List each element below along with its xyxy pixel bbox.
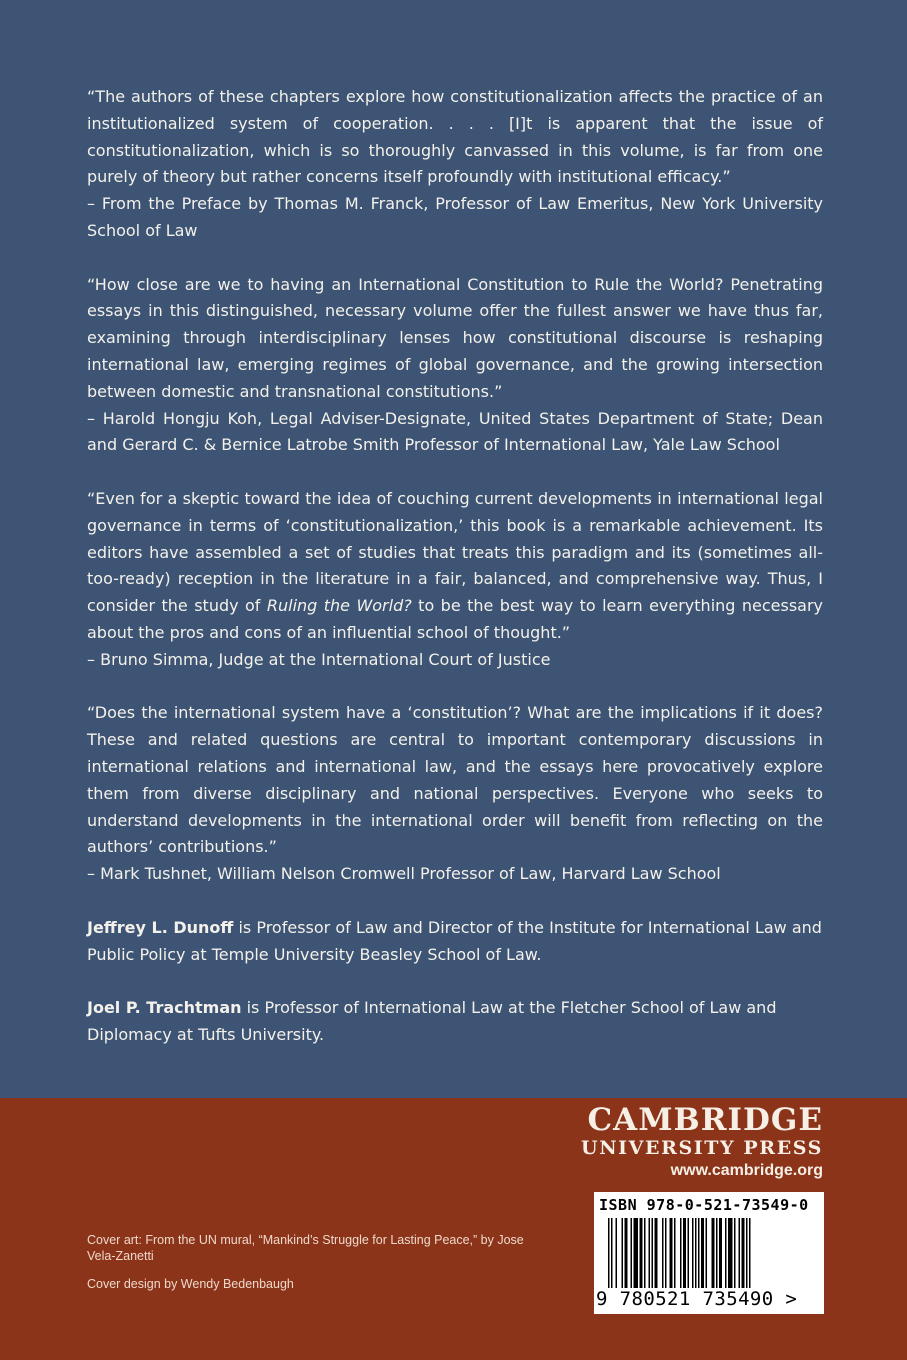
- isbn-number: ISBN 978-0-521-73549-0: [599, 1196, 809, 1214]
- barcode-digits: 9 780521 735490 >: [596, 1288, 798, 1310]
- endorsement-1: [87, 84, 823, 245]
- blurb-content: [87, 84, 823, 1076]
- publisher-url: www.cambridge.org: [670, 1162, 823, 1179]
- endorsement-1-text: “The authors of these chapters explore how constitutionalization affects the practice of an institutionalized system of cooperation. . . . [I]t is apparent that the issue of constitutionalization, which is so thoroughly canvassed in this volume, is far from one purely of theory but rather concerns itself profoundly with institutional efficacy.”: [87, 87, 823, 187]
- endorsement-2-text: “How close are we to having an International Constitution to Rule the World? Penetrating essays in this distinguished, necessary volume offer the fullest answer we have thus far, examining through interdisciplinary lenses how constitutional discourse is reshaping international law, emerging regimes of global governance, and the growing intersection between domestic and transnational constitutions.”: [87, 274, 823, 401]
- endorsement-1-attribution: – From the Preface by Thomas M. Franck, Professor of Law Emeritus, New York University School of Law: [87, 194, 823, 240]
- publisher-logo: [581, 1103, 823, 1183]
- endorsement-2: [87, 272, 823, 460]
- endorsement-4: [87, 700, 823, 888]
- editor-2-name: Joel P. Trachtman: [87, 998, 242, 1018]
- endorsement-3: [87, 486, 823, 674]
- cover-art-credit: Cover art: From the UN mural, “Mankind’s Struggle for Lasting Peace,” by Jose Vela-Zanetti: [87, 1233, 524, 1263]
- cover-credits: [87, 1232, 527, 1304]
- book-title-italic: Ruling the World?: [266, 596, 412, 616]
- editor-bio-1: [87, 915, 823, 969]
- isbn-barcode: [594, 1192, 824, 1314]
- endorsement-4-text: “Does the international system have a ‘constitution’? What are the implications if it does? These and related questions are central to important contemporary discussions in international relations and international law, and the essays here provocatively explore them from diverse disciplinary and national perspectives. Everyone who seeks to understand developments in the international order will benefit from reflecting on the authors’ contributions.”: [87, 703, 823, 857]
- endorsement-2-attribution: – Harold Hongju Koh, Legal Adviser-Designate, United States Department of State; Dean and Gerard C. & Bernice Latrobe Smith Professor of International Law, Yale Law School: [87, 408, 823, 455]
- editor-1-description: is Professor of Law and Director of the Institute for International Law and Public Policy at Temple University Beasley School of Law.: [87, 917, 822, 964]
- editor-bio-2: [87, 995, 823, 1049]
- endorsement-4-attribution: – Mark Tushnet, William Nelson Cromwell Professor of Law, Harvard Law School: [87, 864, 721, 884]
- endorsement-3-attribution: – Bruno Simma, Judge at the International Court of Justice: [87, 649, 551, 669]
- editor-2-description: is Professor of International Law at the Fletcher School of Law and Diplomacy at Tufts University.: [87, 998, 777, 1045]
- editor-1-name: Jeffrey L. Dunoff: [87, 917, 234, 937]
- endorsement-3-text-start: “Even for a skeptic toward the idea of couching current developments in international legal governance in terms of ‘constitutionalization,’ this book is a remarkable achievement. Its editors have assembled a set of studies that treats this paradigm and its (sometimes all-too-ready) reception in the literature in a fair, balanced, and comprehensive way. Thus, I consider the study of: [87, 488, 823, 616]
- endorsement-3-text-end: to be the best way to learn everything necessary about the pros and cons of an influential school of thought.”: [87, 596, 824, 642]
- publisher-press: UNIVERSITY PRESS: [581, 1137, 823, 1159]
- publisher-name: CAMBRIDGE: [587, 1102, 823, 1138]
- barcode-bars: [608, 1218, 808, 1288]
- cover-design-credit: Cover design by Wendy Bedenbaugh: [87, 1277, 294, 1291]
